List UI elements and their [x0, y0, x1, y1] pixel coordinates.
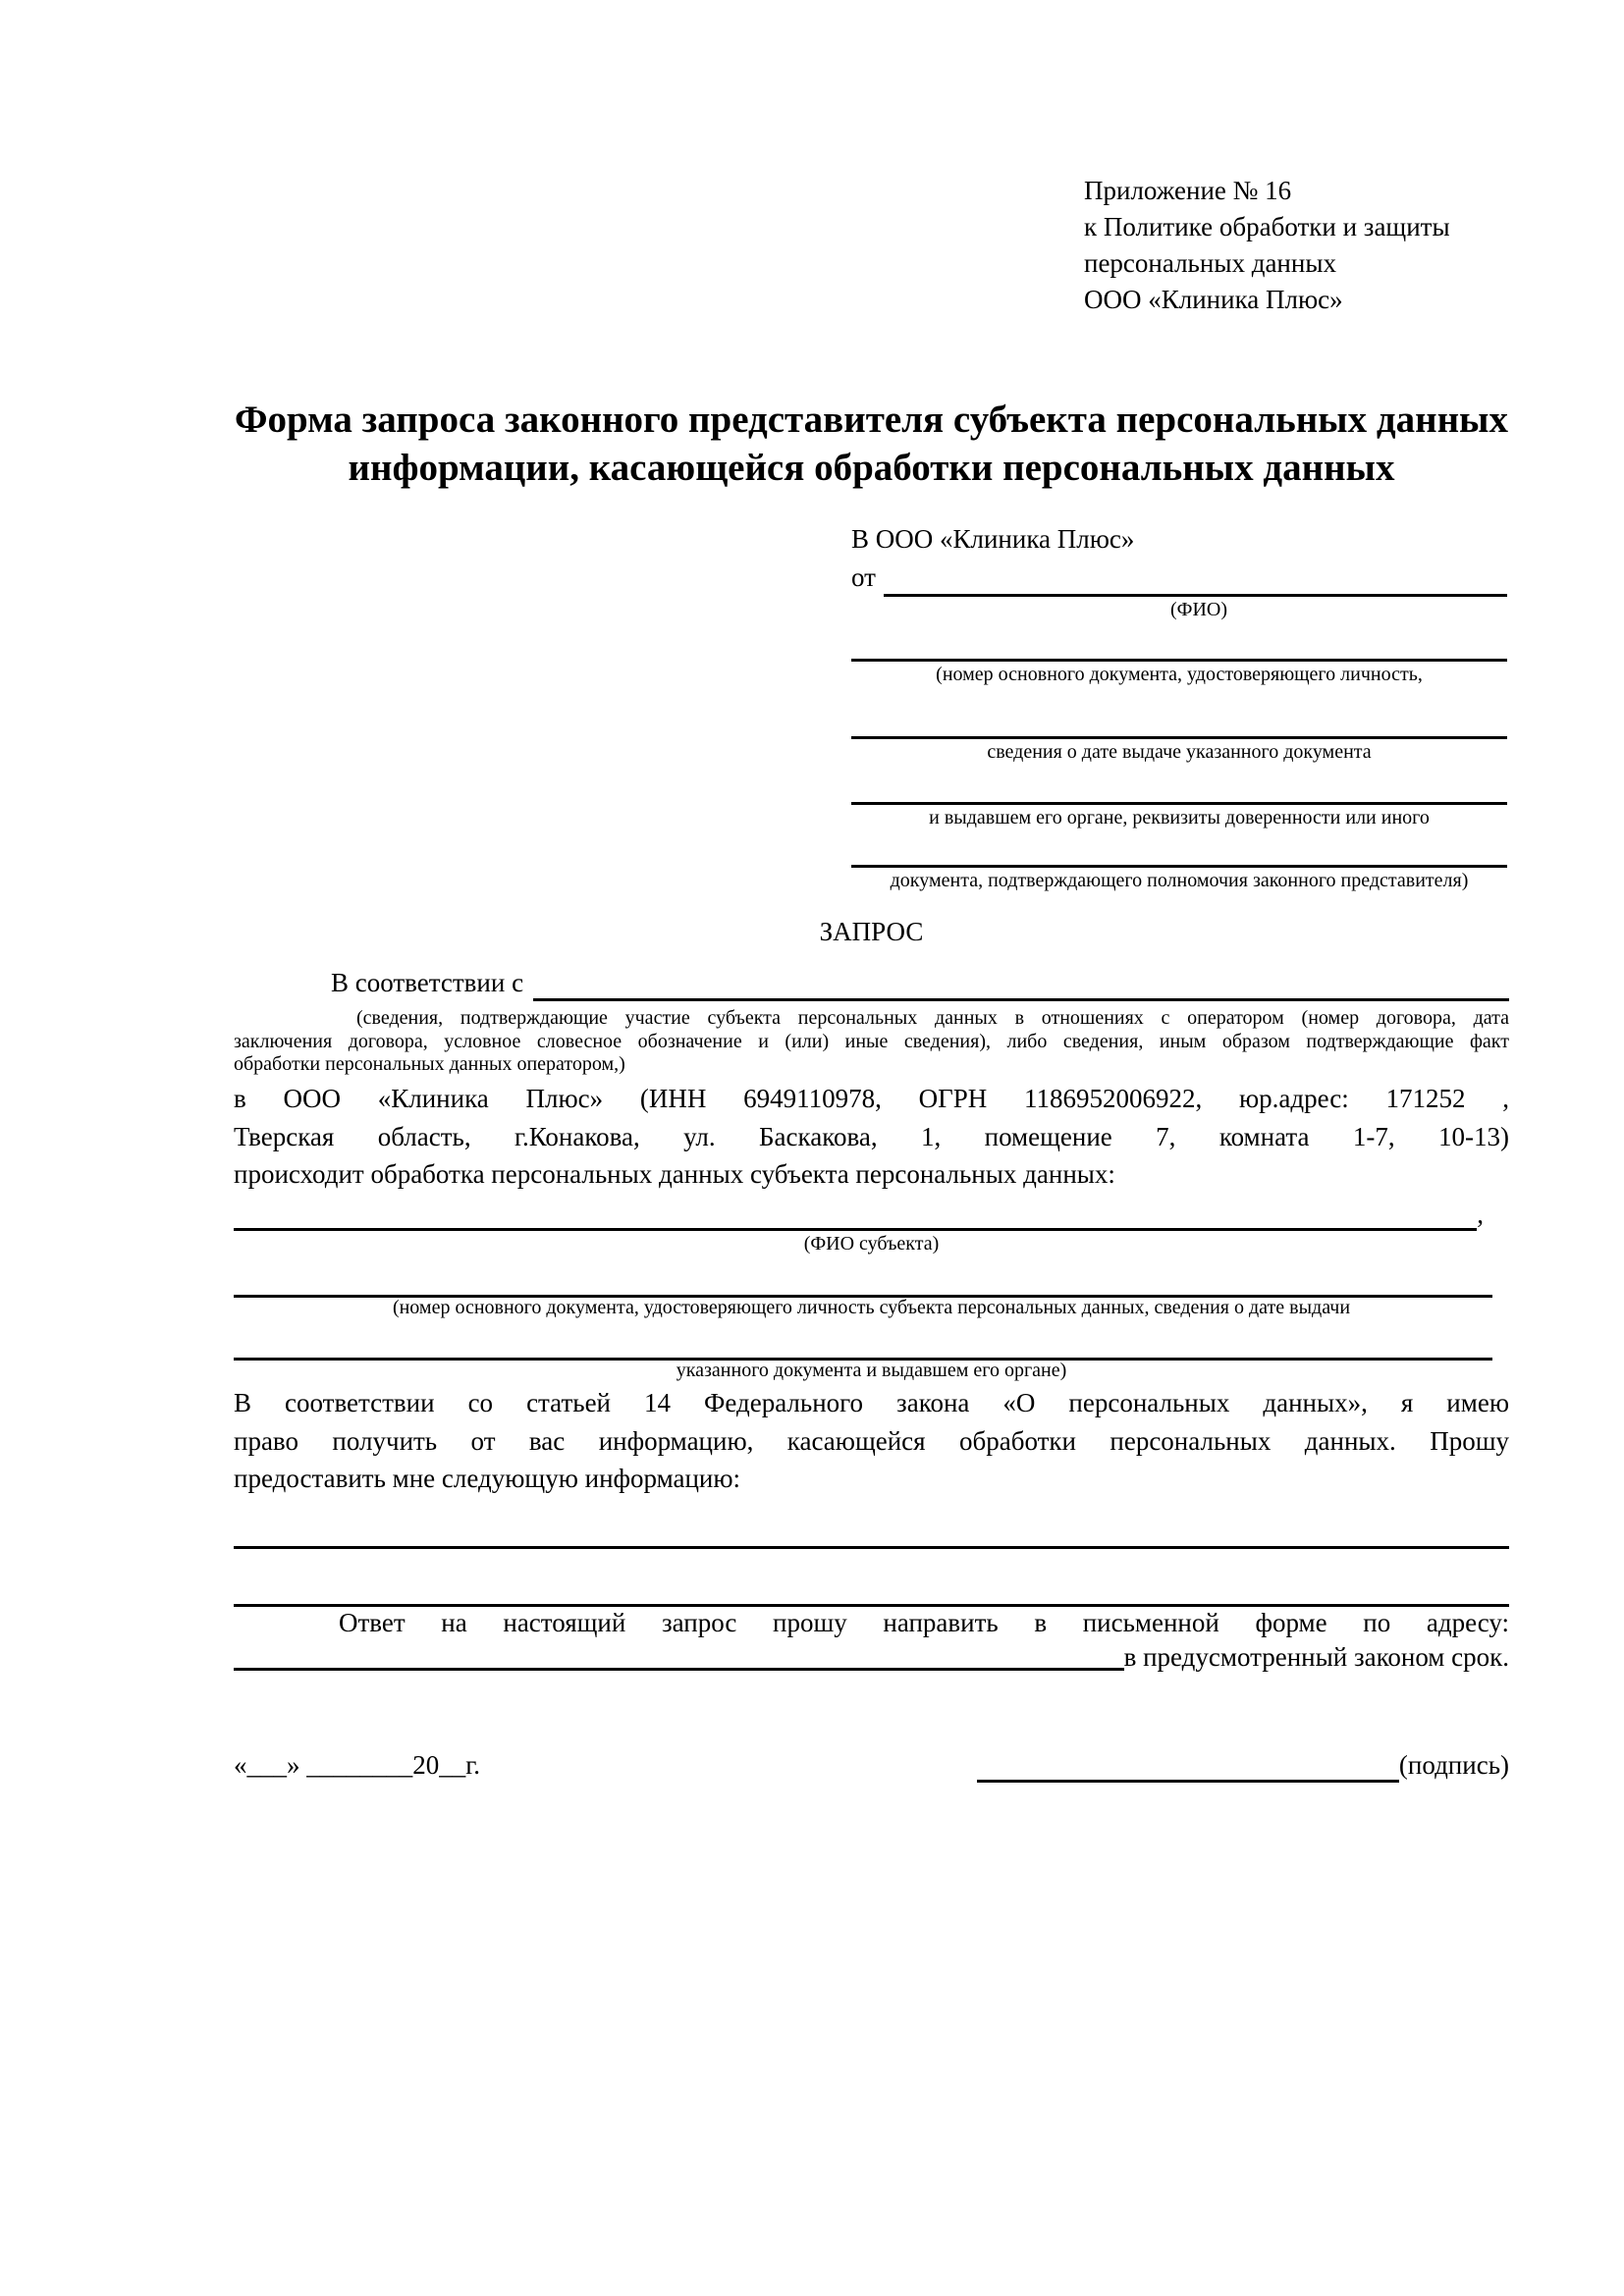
addressee-block	[851, 520, 1507, 893]
subject-doc-caption-1: (номер основного документа, удостоверяющего личность субъекта персональных данных, сведения о дате выдачи	[392, 1297, 1351, 1318]
subject-doc-blank-line-2	[234, 1320, 1492, 1361]
info-blank-line-2	[234, 1567, 1509, 1607]
document-title	[234, 396, 1509, 492]
document-title-line-2: информации, касающейся обработки персональных данных	[348, 447, 1395, 489]
accordance-label: В соответствии с	[331, 968, 524, 997]
law-paragraph-line-2: право получить от вас информацию, касающейся обработки персональных данных. Прошу	[234, 1425, 1509, 1456]
subject-fio-row	[234, 1194, 1509, 1231]
footer-gap	[480, 1747, 977, 1783]
header-note	[1084, 173, 1450, 318]
header-note-line-2: к Политике обработки и защиты	[1084, 212, 1450, 241]
term-text: в предусмотренный законом срок.	[1123, 1642, 1509, 1672]
law-paragraph-line-3: предоставить мне следующую информацию:	[234, 1464, 741, 1493]
signature-blank-line	[977, 1747, 1399, 1783]
operator-paragraph-line-3: происходит обработка персональных данных субъекта персональных данных:	[234, 1159, 1115, 1189]
subject-fio-caption: (ФИО субъекта)	[803, 1233, 940, 1255]
header-note-line-1: Приложение № 16	[1084, 176, 1292, 205]
address-blank-line	[234, 1637, 1124, 1671]
accordance-caption	[234, 1007, 1509, 1077]
issue-date-blank-line	[851, 687, 1507, 739]
operator-paragraph	[234, 1080, 1509, 1194]
from-label: от	[851, 562, 876, 592]
accordance-caption-line-2: заключения договора, условное словесное обозначение и (или) иные сведения), либо сведения, иным образом подтверждающие факт	[234, 1030, 1509, 1052]
info-blank-line-1	[234, 1509, 1509, 1549]
date-line: «___» ________20__г.	[234, 1750, 481, 1780]
header-note-line-4: ООО «Клиника Плюс»	[1084, 285, 1343, 314]
doc-number-blank-line	[851, 622, 1507, 662]
signature-caption: (подпись)	[1398, 1750, 1509, 1780]
operator-paragraph-line-1: в ООО «Клиника Плюс» (ИНН 6949110978, ОГРН 1186952006922, юр.адрес: 171252 ,	[234, 1084, 1509, 1113]
law-paragraph-line-1: В соответствии со статьей 14 Федерального закона «О персональных данных», я имею	[234, 1388, 1509, 1417]
accordance-caption-line-3: обработки персональных данных оператором,)	[234, 1053, 625, 1075]
issue-date-caption: сведения о дате выдаче указанного документа	[987, 741, 1372, 763]
fio-caption: (ФИО)	[1169, 599, 1227, 620]
law-paragraph	[234, 1384, 1509, 1498]
subject-fio-comma: ,	[1477, 1200, 1484, 1229]
operator-paragraph-line-2: Тверская область, г.Конакова, ул. Баскакова, 1, помещение 7, комната 1-7, 10-13)	[234, 1121, 1509, 1151]
subject-doc-caption-2: указанного документа и выдавшем его органе)	[676, 1360, 1067, 1381]
authority-document-caption: документа, подтверждающего полномочия законного представителя)	[890, 870, 1469, 891]
addressee-from-row	[851, 558, 1507, 597]
addressee-organization: В ООО «Клиника Плюс»	[851, 524, 1135, 554]
subject-fio-blank-line	[234, 1194, 1477, 1231]
header-note-line-3: персональных данных	[1084, 248, 1336, 278]
footer-row	[234, 1747, 1509, 1783]
fio-blank-line	[884, 558, 1507, 597]
issuing-authority-blank-line	[851, 765, 1507, 805]
subject-fio-right-gap	[1484, 1194, 1509, 1231]
issuing-authority-caption: и выдавшем его органе, реквизиты доверенности или иного	[929, 807, 1430, 828]
answer-line: Ответ на настоящий запрос прошу направить в письменной форме по адресу:	[339, 1608, 1509, 1637]
doc-number-caption: (номер основного документа, удостоверяющего личность,	[936, 664, 1423, 685]
address-row	[234, 1637, 1509, 1671]
request-heading: ЗАПРОС	[819, 917, 924, 946]
document-title-line-1: Форма запроса законного представителя субъекта персональных данных	[234, 399, 1509, 441]
accordance-caption-line-1: (сведения, подтверждающие участие субъекта персональных данных в отношениях с оператором (номер договора, дата	[356, 1007, 1509, 1029]
subject-doc-blank-line-1	[234, 1256, 1492, 1298]
accordance-blank-line	[533, 964, 1509, 1001]
accordance-row	[234, 964, 1509, 1001]
authority-document-blank-line	[851, 830, 1507, 868]
